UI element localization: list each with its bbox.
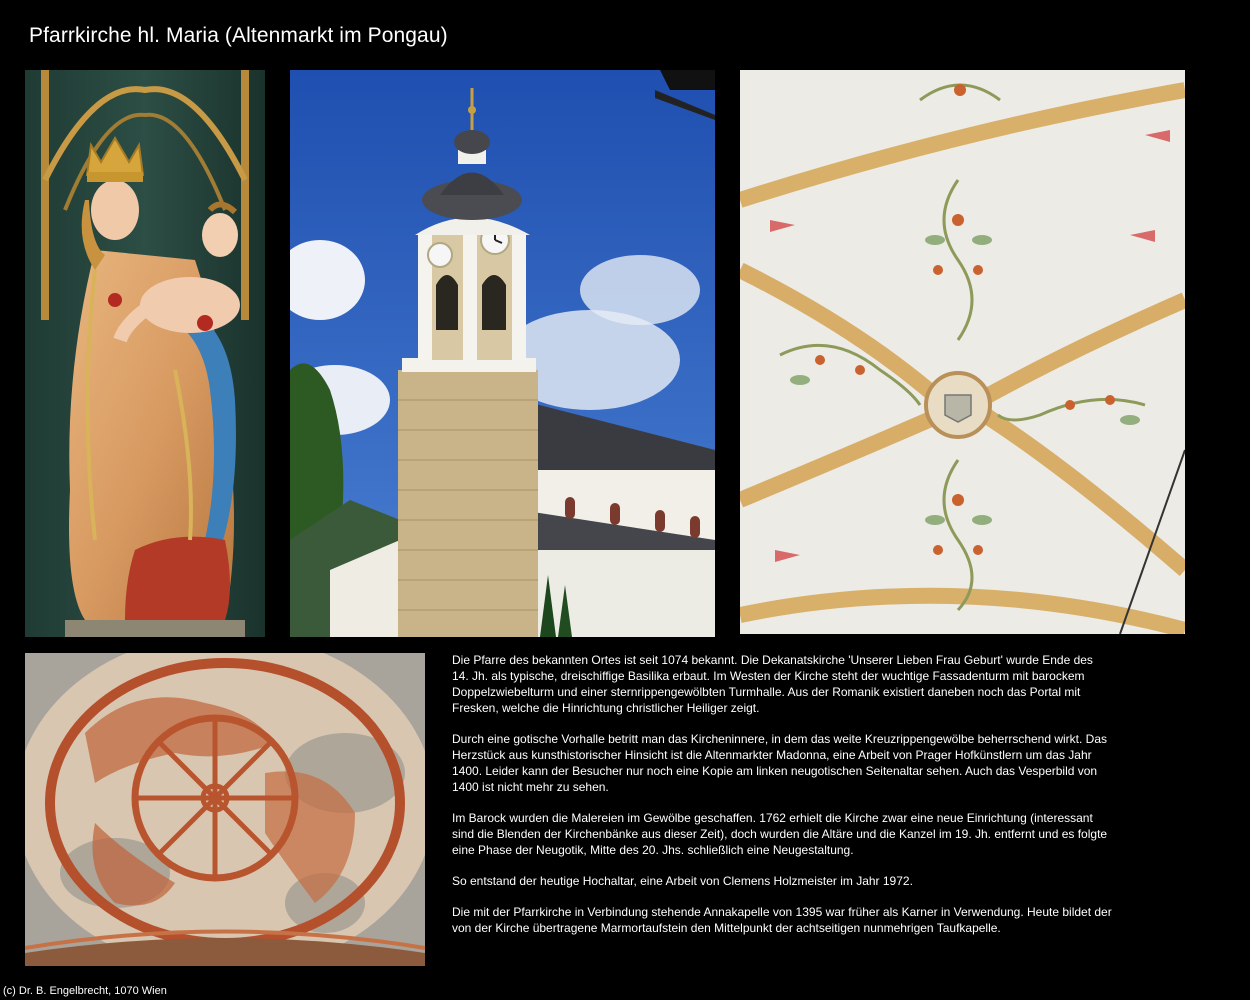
painted-vault-photo	[740, 70, 1185, 634]
paragraph: Durch eine gotische Vorhalle betritt man das Kircheninnere, in dem das weite Kreuzrippengewölbe beherrschend wirkt. Das Herzstück aus kunsthistorischer Hinsicht ist die Altenmarkter Madonna, eine Arbeit von Prager Hofkünstlern um das Jahr 1400. Leider kann der Besucher nur noch eine Kopie am linken neugotischen Seitenaltar sehen. Auch das Vesperbild von 1400 ist nicht mehr zu sehen.	[452, 732, 1108, 794]
wheel-fresco-photo	[25, 653, 425, 966]
paragraph: Die Pfarre des bekannten Ortes ist seit 1074 bekannt. Die Dekanatskirche 'Unserer Lieben Frau Geburt' wurde Ende des 14. Jh. als typische, dreischiffige Basilika erbaut. Im Westen der Kirche steht der wuchtige Fassadenturm mit barockem Doppelzwiebelturm und einer sternrippengewölbten Turmhalle. Aus der Romanik existiert daneben noch das Portal mit Fresken, welche die Hinrichtung christlicher Heiliger zeigt.	[452, 653, 1093, 715]
paragraph: Die mit der Pfarrkirche in Verbindung stehende Annakapelle von 1395 war früher als Karner in Verwendung. Heute bildet der von der Kirche übertragene Marmortaufstein den Mittelpunkt der achtseitigen nunmehrigen Taufkapelle.	[452, 905, 1112, 935]
copyright-footer: (c) Dr. B. Engelbrecht, 1070 Wien	[3, 985, 167, 997]
page-title: Pfarrkirche hl. Maria (Altenmarkt im Pongau)	[29, 24, 448, 47]
church-tower-photo	[290, 70, 715, 637]
article-text	[452, 652, 1112, 951]
paragraph: So entstand der heutige Hochaltar, eine Arbeit von Clemens Holzmeister im Jahr 1972.	[452, 874, 913, 888]
madonna-statue-photo	[25, 70, 265, 637]
paragraph: Im Barock wurden die Malereien im Gewölbe geschaffen. 1762 erhielt die Kirche zwar eine neue Einrichtung (interessant sind die Blenden der Kirchenbänke aus dieser Zeit), doch wurden die Altäre und die Kanzel im 19. Jh. entfernt und es folgte eine Phase der Neugotik, Mitte des 20. Jhs. schließlich eine Neugestaltung.	[452, 811, 1108, 857]
